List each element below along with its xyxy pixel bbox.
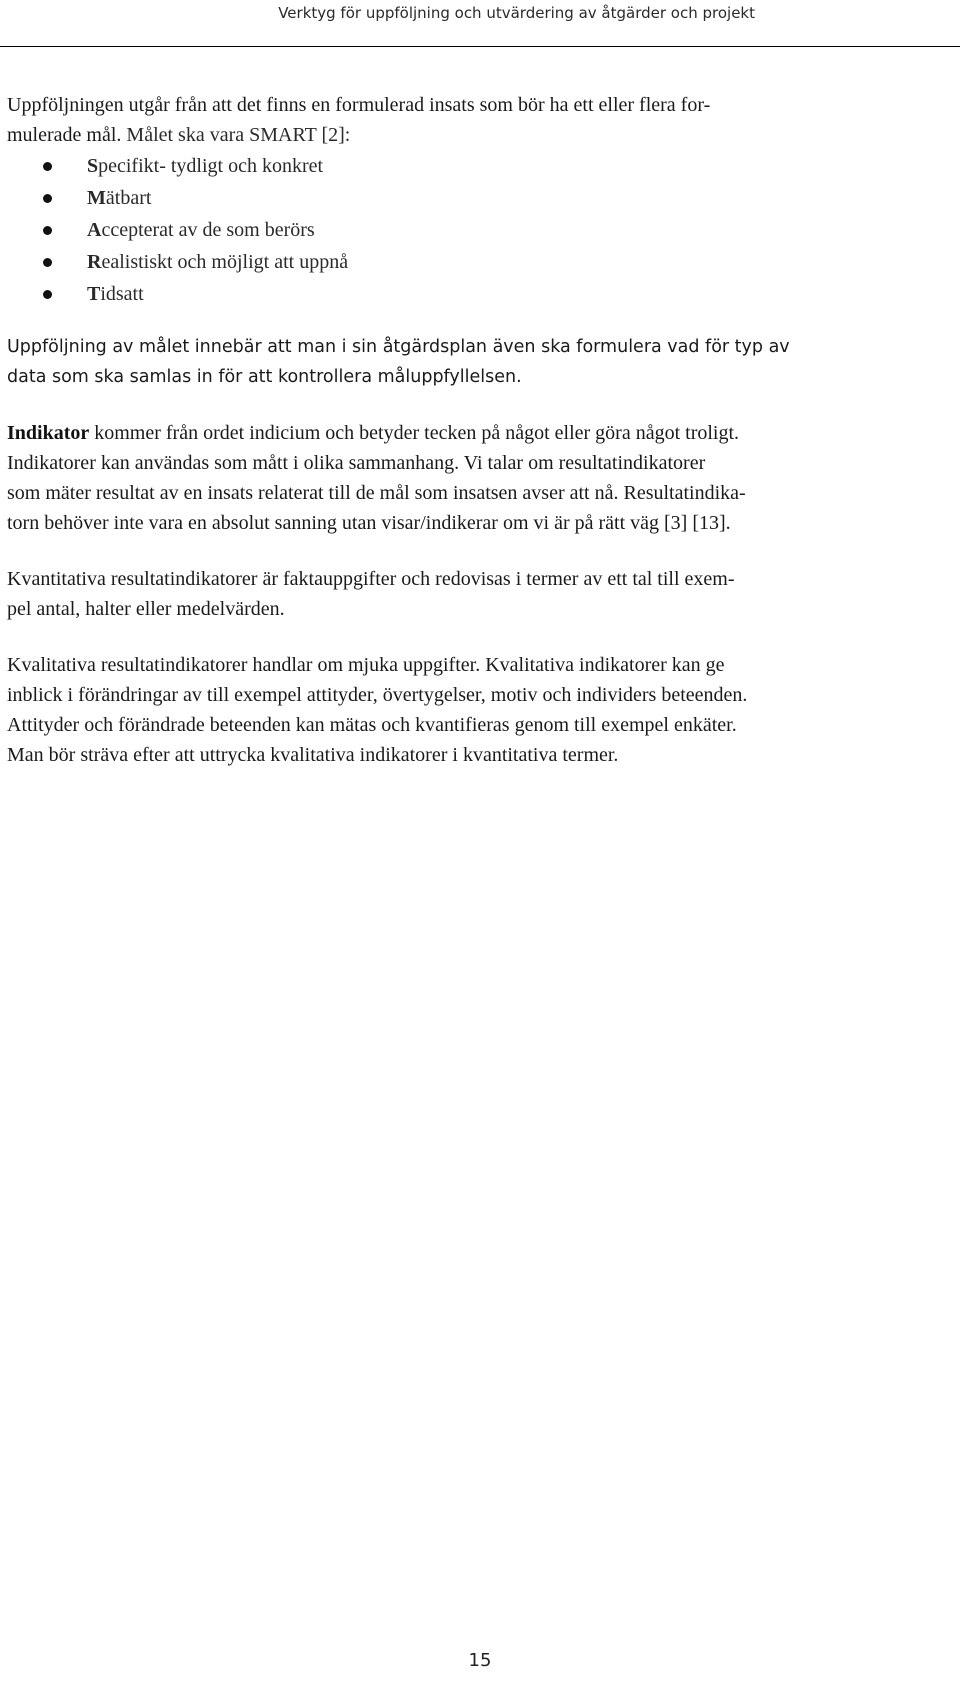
quantitative-line-1: Kvantitativa resultatindikatorer är faktauppgifter och redovisas i termer av ett tal till exem- <box>7 568 735 590</box>
smart-letter: T <box>87 283 101 305</box>
smart-letter: S <box>87 155 99 177</box>
intro-line-2b: Målet ska vara SMART [2]: <box>126 124 351 146</box>
indicator-line-1: kommer från ordet indicium och betyder tecken på något eller göra något troligt. <box>89 422 740 444</box>
smart-item-specific <box>7 150 942 182</box>
smart-item-accepted <box>7 214 942 246</box>
indicator-line-3: som mäter resultat av en insats relaterat till de mål som insatsen avser att nå. Resultatindika- <box>7 482 746 504</box>
smart-text: ealistiskt och möjligt att uppnå <box>101 251 349 273</box>
smart-item-timebound <box>7 278 942 310</box>
qualitative-line-2: inblick i förändringar av till exempel attityder, övertygelser, motiv och individers beteenden. <box>7 684 748 706</box>
intro-line-2a: mulerade mål. <box>7 124 127 146</box>
smart-text: ätbart <box>105 187 152 209</box>
smart-letter: R <box>87 251 102 273</box>
bullet-icon <box>43 226 52 235</box>
qualitative-line-3: Attityder och förändrade beteenden kan mätas och kvantifieras genom till exempel enkäter. <box>7 714 737 736</box>
smart-text: idsatt <box>100 283 144 305</box>
qualitative-line-4: Man bör sträva efter att uttrycka kvalitativa indikatorer i kvantitativa termer. <box>7 744 619 766</box>
intro-line-1: Uppföljningen utgår från att det finns en formulerad insats som bör ha ett eller flera for- <box>7 94 711 116</box>
smart-text: pecifikt- tydligt och konkret <box>98 155 324 177</box>
bullet-icon <box>43 162 52 171</box>
followup-line-1: Uppföljning av målet innebär att man i sin åtgärdsplan även ska formulera vad för typ av <box>7 337 790 357</box>
page-header <box>0 0 960 50</box>
document-body <box>7 90 942 800</box>
indicator-term: Indikator <box>7 422 90 444</box>
smart-list <box>7 150 942 310</box>
smart-letter: A <box>87 219 102 241</box>
quantitative-paragraph <box>7 564 942 624</box>
indicator-paragraph <box>7 418 942 538</box>
quantitative-line-2: pel antal, halter eller medelvärden. <box>7 598 285 620</box>
smart-item-realistic <box>7 246 942 278</box>
smart-letter: M <box>87 187 106 209</box>
followup-paragraph <box>7 332 942 392</box>
smart-item-measurable <box>7 182 942 214</box>
page-number: 15 <box>468 1650 492 1671</box>
header-title: Verktyg för uppföljning och utvärdering av åtgärder och projekt <box>278 4 755 22</box>
smart-text: ccepterat av de som berörs <box>101 219 315 241</box>
qualitative-paragraph <box>7 650 942 770</box>
followup-line-2: data som ska samlas in för att kontrollera måluppfyllelsen. <box>7 367 522 387</box>
intro-paragraph <box>7 90 942 150</box>
bullet-icon <box>43 194 52 203</box>
qualitative-line-1: Kvalitativa resultatindikatorer handlar om mjuka uppgifter. Kvalitativa indikatorer kan ge <box>7 654 725 676</box>
indicator-line-4: torn behöver inte vara en absolut sanning utan visar/indikerar om vi är på rätt väg [3] [13]. <box>7 512 731 534</box>
header-divider <box>0 46 960 47</box>
indicator-line-2: Indikatorer kan användas som mått i olika sammanhang. Vi talar om resultatindikatorer <box>7 452 706 474</box>
bullet-icon <box>43 290 52 299</box>
bullet-icon <box>43 258 52 267</box>
